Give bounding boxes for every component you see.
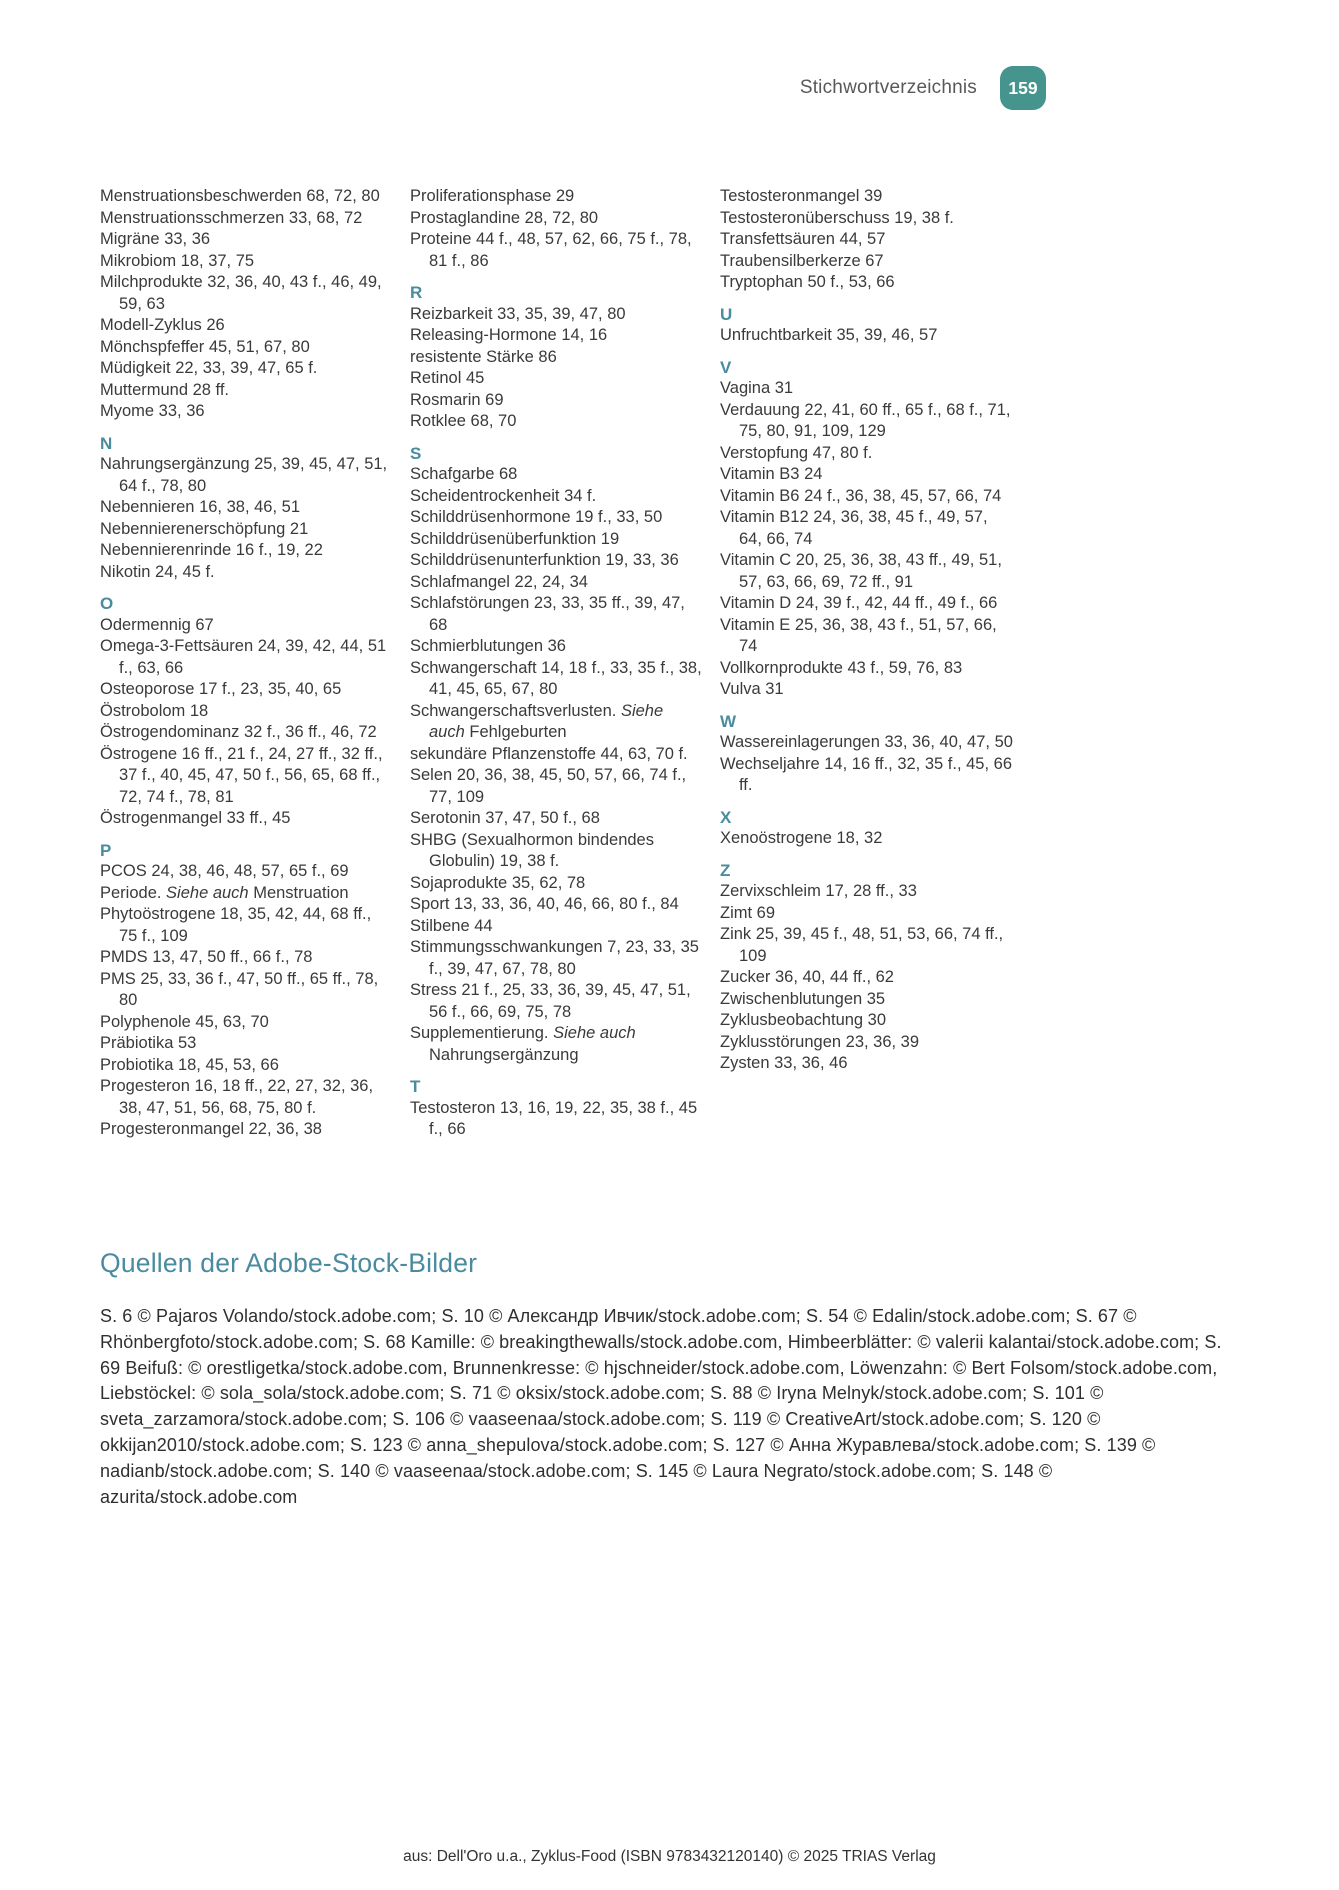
index-entry: Menstruationsschmerzen 33, 68, 72 [100,208,363,227]
index-entry: Testosteronmangel 39 [720,187,883,205]
index-entry: Zervixschleim 17, 28 ff., 33 [720,882,917,900]
index-column-3 [720,186,1013,1141]
index-entry: Zwischenblutungen 35 [720,989,886,1008]
index-entry: Osteoporose 17 f., 23, 35, 40, 65 [100,680,342,698]
index-entry: Stilbene 44 [410,916,493,935]
index-entry: Schwangerschaftsverlusten. Siehe auch Fehlgeburten [410,701,664,741]
index-entry: Östrobolom 18 [100,701,209,720]
index-entry: Menstruationsbeschwerden 68, 72, 80 [100,187,380,205]
index-entry: Supplementierung. Siehe auch Nahrungsergänzung [410,1024,636,1064]
letter-heading: P [100,840,112,860]
index-entry: Mikrobiom 18, 37, 75 [100,251,255,270]
index-entry: Transfettsäuren 44, 57 [720,230,886,248]
index-entry: Unfruchtbarkeit 35, 39, 46, 57 [720,326,938,344]
index-entry: Östrogenmangel 33 ff., 45 [100,809,291,827]
index-entry: Omega-3-Fettsäuren 24, 39, 42, 44, 51 f., 63, 66 [100,637,387,677]
index-entry: Wassereinlagerungen 33, 36, 40, 47, 50 [720,733,1013,751]
index-entry: Schilddrüsenüberfunktion 19 [410,529,620,548]
index-entry: PCOS 24, 38, 46, 48, 57, 65 f., 69 [100,862,349,880]
index-entry: Muttermund 28 ff. [100,380,230,399]
index-entry: Vitamin B3 24 [720,465,823,483]
index-entry: Vitamin C 20, 25, 36, 38, 43 ff., 49, 51, 57, 63, 66, 69, 72 ff., 91 [720,551,1002,591]
index-entry: Retinol 45 [410,369,485,387]
index-entry: sekundäre Pflanzenstoffe 44, 63, 70 f. [410,744,688,763]
index-entry: Modell-Zyklus 26 [100,316,225,334]
index-entry: Milchprodukte 32, 36, 40, 43 f., 46, 49, 59, 63 [100,273,382,313]
index-entry: Schlafmangel 22, 24, 34 [410,572,588,591]
index-entry: Vollkornprodukte 43 f., 59, 76, 83 [720,658,963,677]
index-column-1 [100,186,393,1141]
index-entry: Nebennieren 16, 38, 46, 51 [100,498,300,516]
index-entry: Rotklee 68, 70 [410,412,517,430]
index-entry: PMDS 13, 47, 50 ff., 66 f., 78 [100,948,313,966]
sources-text: S. 6 © Pajaros Volando/stock.adobe.com; S. 10 © Александр Ивчик/stock.adobe.com; S. 54 © Edalin/stock.adobe.com; S. 67 © Rhönbergfoto/stock.adobe.com; S. 68 Kamille: © breakingthewalls/stock.adobe.com, Himbeerblätter: © valerii kalantai/stock.adobe.com; S. 69 Beifuß: © orestligetka/stock.adobe.com, Brunnenkresse: © hjschneider/stock.adobe.com, Löwenzahn: © Bert Folsom/stock.adobe.com, Liebstöckel: © sola_sola/stock.adobe.com; S. 71 © oksix/stock.adobe.com; S. 88 © Iryna Melnyk/stock.adobe.com; S. 101 © sveta_zarzamora/stock.adobe.com; S. 106 © vaaseenaa/stock.adobe.com; S. 119 © CreativeArt/stock.adobe.com; S. 120 © okkijan2010/stock.adobe.com; S. 123 © anna_shepulova/stock.adobe.com; S. 127 © Анна Журавлева/stock.adobe.com; S. 139 © nadianb/stock.adobe.com; S. 140 © vaaseenaa/stock.adobe.com; S. 145 © Laura Negrato/stock.adobe.com; S. 148 © azurita/stock.adobe.com [100,1306,1222,1507]
index-entry: PMS 25, 33, 36 f., 47, 50 ff., 65 ff., 78, 80 [100,969,379,1009]
index-entry: Testosteron 13, 16, 19, 22, 35, 38 f., 45 f., 66 [410,1098,698,1138]
index-entry: Xenoöstrogene 18, 32 [720,829,883,847]
index-entry: Nikotin 24, 45 f. [100,562,215,581]
index-entry: Schafgarbe 68 [410,465,518,483]
index-entry: Vitamin B6 24 f., 36, 38, 45, 57, 66, 74 [720,486,1002,505]
index-entry: Serotonin 37, 47, 50 f., 68 [410,809,600,827]
letter-heading: Z [720,860,731,880]
index-entry: Polyphenole 45, 63, 70 [100,1012,269,1031]
sources-section [100,1248,1243,1510]
page-number-badge: 159 [1000,66,1046,110]
letter-heading: O [100,594,114,613]
index-entry: Vulva 31 [720,680,784,698]
index-entry: Proteine 44 f., 48, 57, 62, 66, 75 f., 78, 81 f., 86 [410,230,692,270]
index-entry: Sojaprodukte 35, 62, 78 [410,873,586,892]
letter-heading: S [410,443,422,463]
index-entry: Verstopfung 47, 80 f. [720,443,873,462]
letter-heading: N [100,433,113,453]
index-entry: Nebennierenrinde 16 f., 19, 22 [100,541,323,559]
index-entry: Müdigkeit 22, 33, 39, 47, 65 f. [100,359,318,377]
index-entry: Tryptophan 50 f., 53, 66 [720,273,895,291]
index-entry: Testosteronüberschuss 19, 38 f. [720,208,954,227]
index-entry: Wechseljahre 14, 16 ff., 32, 35 f., 45, 66 ff. [720,754,1012,794]
letter-heading: V [720,357,732,377]
index-entry: SHBG (Sexualhormon bindendes Globulin) 19, 38 f. [410,830,654,870]
index-entry: Periode. Siehe auch Menstruation [100,883,349,902]
index-entry: Proliferationsphase 29 [410,187,575,205]
index-entry: Nebennierenerschöpfung 21 [100,519,309,538]
sources-heading: Quellen der Adobe-Stock-Bilder [100,1248,478,1278]
index-entry: Odermennig 67 [100,615,214,634]
letter-heading: X [720,807,732,827]
index-entry: Östrogene 16 ff., 21 f., 24, 27 ff., 32 ff., 37 f., 40, 45, 47, 50 f., 56, 65, 68 ff., 72, 74 f., 78, 81 [100,744,383,806]
index-columns [100,186,1013,1141]
footer-imprint: aus: Dell'Oro u.a., Zyklus-Food (ISBN 9783432120140) © 2025 TRIAS Verlag [403,1848,936,1865]
letter-heading: R [410,283,423,302]
letter-heading: U [720,304,733,324]
index-entry: Vitamin D 24, 39 f., 42, 44 ff., 49 f., 66 [720,594,998,612]
index-entry: Mönchspfeffer 45, 51, 67, 80 [100,337,310,356]
running-head-title: Stichwortverzeichnis [799,77,977,98]
index-entry: Schwangerschaft 14, 18 f., 33, 35 f., 38, 41, 45, 65, 67, 80 [410,658,702,698]
index-entry: Rosmarin 69 [410,390,504,409]
index-entry: Zyklusstörungen 23, 36, 39 [720,1032,920,1051]
index-entry: Sport 13, 33, 36, 40, 46, 66, 80 f., 84 [410,895,679,913]
index-entry: Prostaglandine 28, 72, 80 [410,208,599,227]
index-entry: Schlafstörungen 23, 33, 35 ff., 39, 47, 68 [410,594,685,634]
index-entry: Schmierblutungen 36 [410,637,566,655]
index-entry: Stress 21 f., 25, 33, 36, 39, 45, 47, 51, 56 f., 66, 69, 75, 78 [410,981,691,1021]
index-entry: Zyklusbeobachtung 30 [720,1011,887,1029]
index-entry: Schilddrüsenhormone 19 f., 33, 50 [410,508,663,526]
index-entry: Releasing-Hormone 14, 16 [410,326,608,344]
index-entry: Phytoöstrogene 18, 35, 42, 44, 68 ff., 75 f., 109 [100,905,372,945]
index-entry: Verdauung 22, 41, 60 ff., 65 f., 68 f., 71, 75, 80, 91, 109, 129 [720,400,1011,440]
index-entry: Zink 25, 39, 45 f., 48, 51, 53, 66, 74 ff., 109 [720,925,1004,965]
index-entry: Reizbarkeit 33, 35, 39, 47, 80 [410,304,626,323]
letter-heading: W [720,711,737,731]
index-entry: Selen 20, 36, 38, 45, 50, 57, 66, 74 f., 77, 109 [410,766,687,806]
index-entry: Zimt 69 [720,903,776,922]
index-entry: Östrogendominanz 32 f., 36 ff., 46, 72 [100,723,377,741]
index-entry: resistente Stärke 86 [410,347,557,366]
index-entry: Zucker 36, 40, 44 ff., 62 [720,968,894,986]
index-entry: Progesteronmangel 22, 36, 38 [100,1120,322,1138]
index-entry: Probiotika 18, 45, 53, 66 [100,1055,279,1074]
letter-heading: T [410,1077,421,1096]
index-entry: Scheidentrockenheit 34 f. [410,486,597,505]
index-entry: Myome 33, 36 [100,402,205,420]
index-entry: Schilddrüsenunterfunktion 19, 33, 36 [410,551,679,569]
index-entry: Vagina 31 [720,379,794,397]
index-column-2 [410,186,703,1141]
index-entry: Migräne 33, 36 [100,230,211,248]
index-entry: Traubensilberkerze 67 [720,251,884,270]
index-entry: Vitamin E 25, 36, 38, 43 f., 51, 57, 66, 74 [720,615,997,655]
page-header [800,66,1046,110]
index-entry: Zysten 33, 36, 46 [720,1054,848,1072]
index-entry: Stimmungsschwankungen 7, 23, 33, 35 f., 39, 47, 67, 78, 80 [410,938,699,978]
index-entry: Progesteron 16, 18 ff., 22, 27, 32, 36, 38, 47, 51, 56, 68, 75, 80 f. [100,1077,374,1117]
index-entry: Nahrungsergänzung 25, 39, 45, 47, 51, 64 f., 78, 80 [100,455,388,495]
index-entry: Präbiotika 53 [100,1034,197,1052]
index-entry: Vitamin B12 24, 36, 38, 45 f., 49, 57, 64, 66, 74 [720,508,988,548]
